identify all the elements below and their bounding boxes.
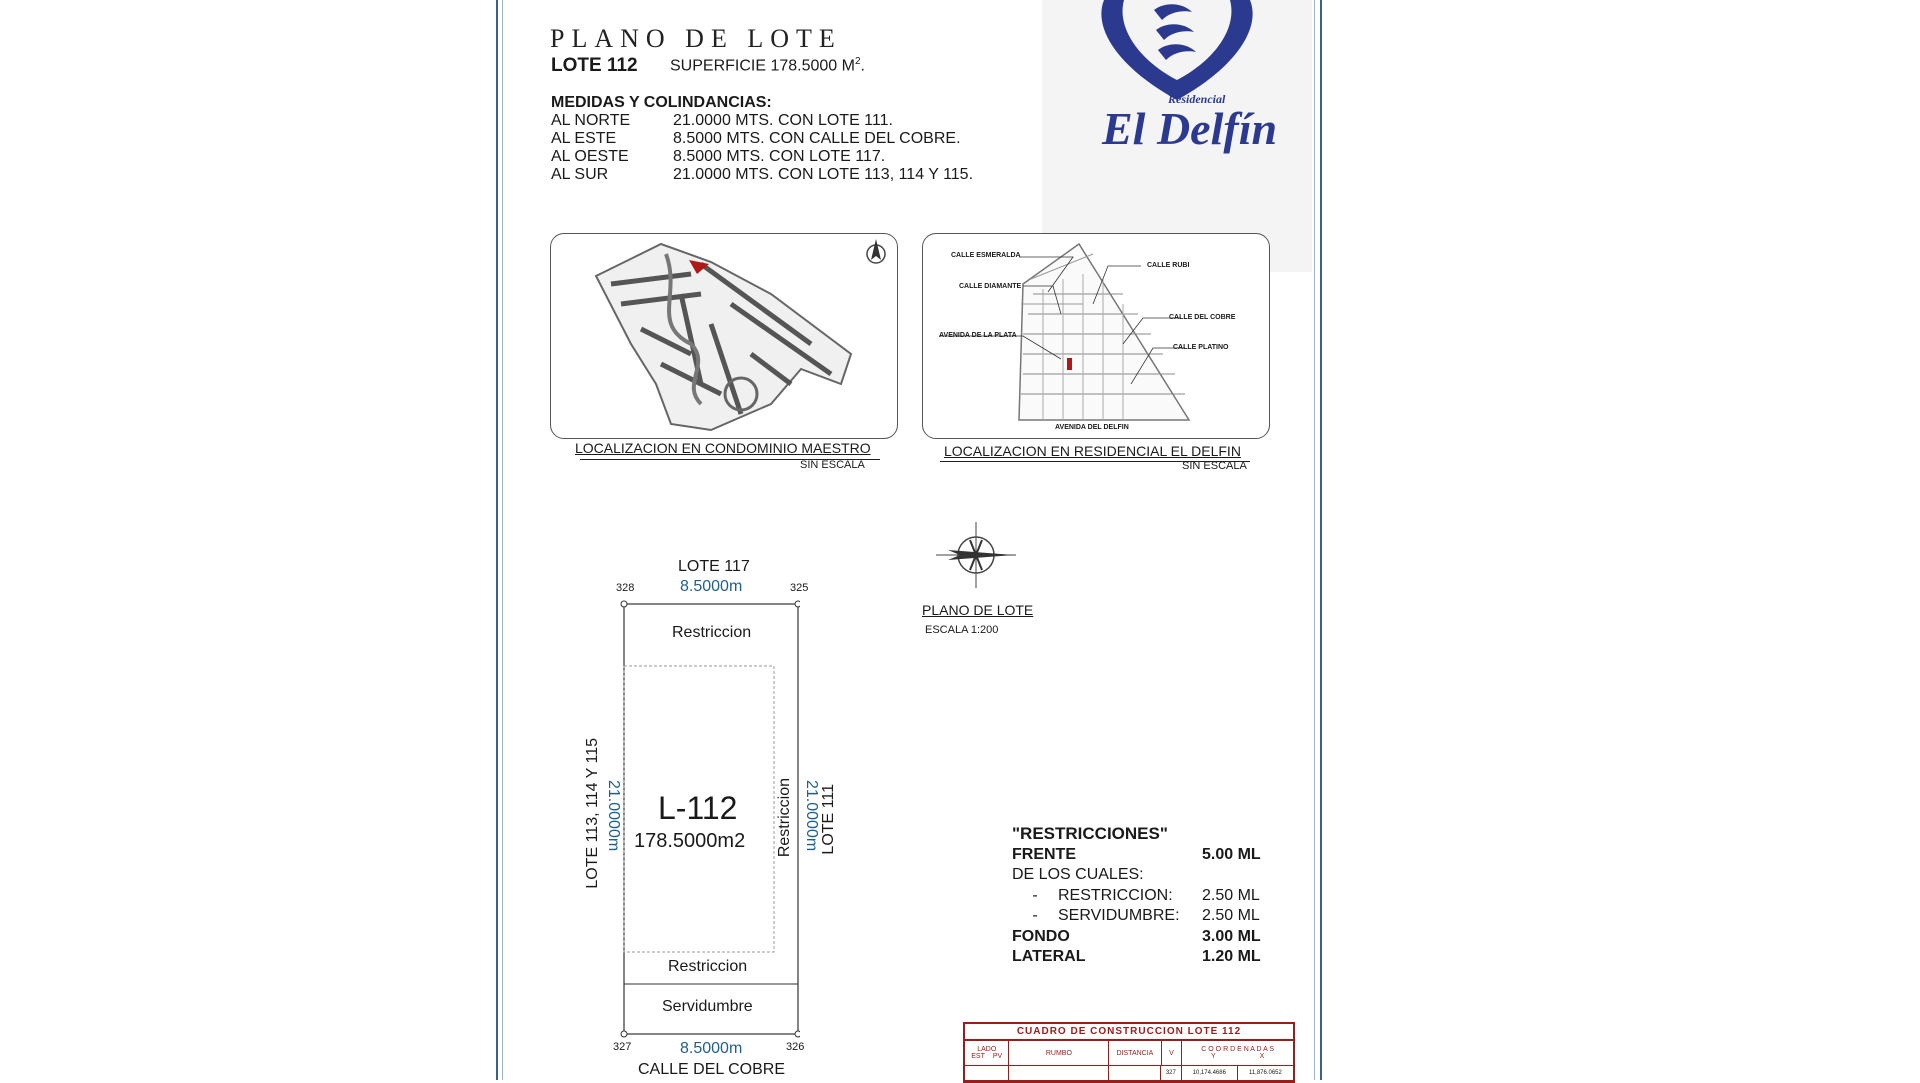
boundaries-section: [551, 94, 973, 184]
lot-id: LOTE 112: [551, 55, 638, 76]
street-label-esmeralda: CALLE ESMERALDA: [951, 252, 1021, 259]
residential-map-caption: LOCALIZACION EN RESIDENCIAL EL DELFIN: [944, 443, 1241, 459]
left-neighbor-label: LOTE 113, 114 Y 115: [584, 738, 601, 889]
street-label-plata: AVENIDA DE LA PLATA: [939, 332, 1017, 339]
condominium-map-scale: SIN ESCALA: [800, 459, 865, 471]
north-arrow-icon: [867, 239, 885, 263]
right-neighbor-label: LOTE 111: [820, 784, 837, 855]
col-rumbo: RUMBO: [1009, 1041, 1109, 1065]
street-label-cobre: CALLE DEL COBRE: [1169, 314, 1236, 321]
condominium-map: [550, 233, 898, 439]
restriction-right-label: Restriccion: [776, 778, 793, 858]
col-lado: LADO EST PV: [965, 1041, 1009, 1065]
restriction-back: FONDO 3.00 ML: [1012, 927, 1261, 945]
point-326: 326: [786, 1041, 805, 1053]
bottom-street-label: CALLE DEL COBRE: [638, 1061, 786, 1078]
col-distancia: DISTANCIA: [1109, 1041, 1161, 1065]
condominium-map-caption: LOCALIZACION EN CONDOMINIO MAESTRO: [575, 440, 871, 456]
construction-table-row: 327 10,174.4686 11,876.0652: [965, 1066, 1293, 1081]
construction-table: [963, 1022, 1295, 1083]
logo-panel: [1042, 0, 1312, 272]
top-neighbor-label: LOTE 117: [678, 558, 750, 575]
plan-title: PLANO DE LOTE: [550, 24, 842, 53]
bottom-dimension: 8.5000m: [680, 1040, 743, 1057]
restriction-sub-restriccion: - RESTRICCION: 2.50 ML: [1032, 886, 1260, 904]
surface-sup: 2: [854, 56, 861, 67]
easement-label: Servidumbre: [662, 998, 753, 1015]
lot-area-label: 178.5000m2: [634, 830, 746, 852]
street-label-diamante: CALLE DIAMANTE: [959, 283, 1022, 290]
surface-text: SUPERFICIE 178.5000 M: [670, 57, 855, 75]
restriction-top-label: Restriccion: [672, 624, 752, 641]
sheet-border-right-inner: [1314, 0, 1315, 1080]
point-325: 325: [790, 582, 809, 594]
point-328: 328: [616, 582, 635, 594]
boundary-row-west: AL OESTE 8.5000 MTS. CON LOTE 117.: [551, 148, 886, 165]
condominium-map-drawing: [551, 234, 897, 438]
sheet-border-left-inner: [502, 0, 503, 1080]
surface-suffix: .: [860, 57, 865, 75]
restrictions-title: "RESTRICCIONES": [1012, 824, 1168, 843]
boundary-row-east: AL ESTE 8.5000 MTS. CON CALLE DEL COBRE.: [551, 130, 961, 147]
lot-surface: [670, 56, 865, 75]
street-label-rubi: CALLE RUBI: [1147, 262, 1190, 269]
restriction-front: FRENTE 5.00 ML: [1012, 845, 1261, 863]
top-dimension: 8.5000m: [680, 578, 743, 595]
compass-rose-icon: [930, 520, 1020, 590]
residential-map: [922, 233, 1270, 439]
left-dimension: 21.0000m: [605, 780, 622, 852]
logo-name: El Delfín: [1102, 103, 1278, 154]
col-coordenadas: C O O R D E N A D A S Y X: [1201, 1046, 1275, 1060]
right-dimension: 21.0000m: [803, 780, 820, 852]
boundary-row-north: AL NORTE 21.0000 MTS. CON LOTE 111.: [551, 112, 893, 129]
compass-scale: ESCALA 1:200: [925, 624, 999, 636]
street-label-platino: CALLE PLATINO: [1173, 344, 1229, 351]
restriction-sub-servidumbre: - SERVIDUMBRE: 2.50 ML: [1032, 907, 1260, 924]
restriction-bottom-label: Restriccion: [668, 958, 748, 975]
restriction-of-which: DE LOS CUALES:: [1012, 866, 1144, 883]
logo-residencial: Residencial: [1168, 92, 1226, 106]
residential-map-scale: SIN ESCALA: [1182, 460, 1247, 472]
sheet-border-right: [1320, 0, 1322, 1080]
lot-label: L-112: [658, 790, 738, 826]
compass-caption: PLANO DE LOTE: [922, 602, 1034, 618]
boundary-row-south: AL SUR 21.0000 MTS. CON LOTE 113, 114 Y 115.: [551, 166, 974, 183]
sheet-border-left: [496, 0, 498, 1080]
col-v: V: [1162, 1041, 1183, 1065]
point-327: 327: [613, 1041, 632, 1053]
construction-table-header: [965, 1041, 1293, 1066]
construction-table-title: CUADRO DE CONSTRUCCION LOTE 112: [965, 1024, 1293, 1041]
restrictions-section: [1012, 824, 1261, 968]
boundaries-heading: MEDIDAS Y COLINDANCIAS:: [551, 94, 772, 111]
street-label-delfin: AVENIDA DEL DELFIN: [1055, 424, 1129, 431]
restriction-side: LATERAL 1.20 ML: [1012, 948, 1261, 965]
